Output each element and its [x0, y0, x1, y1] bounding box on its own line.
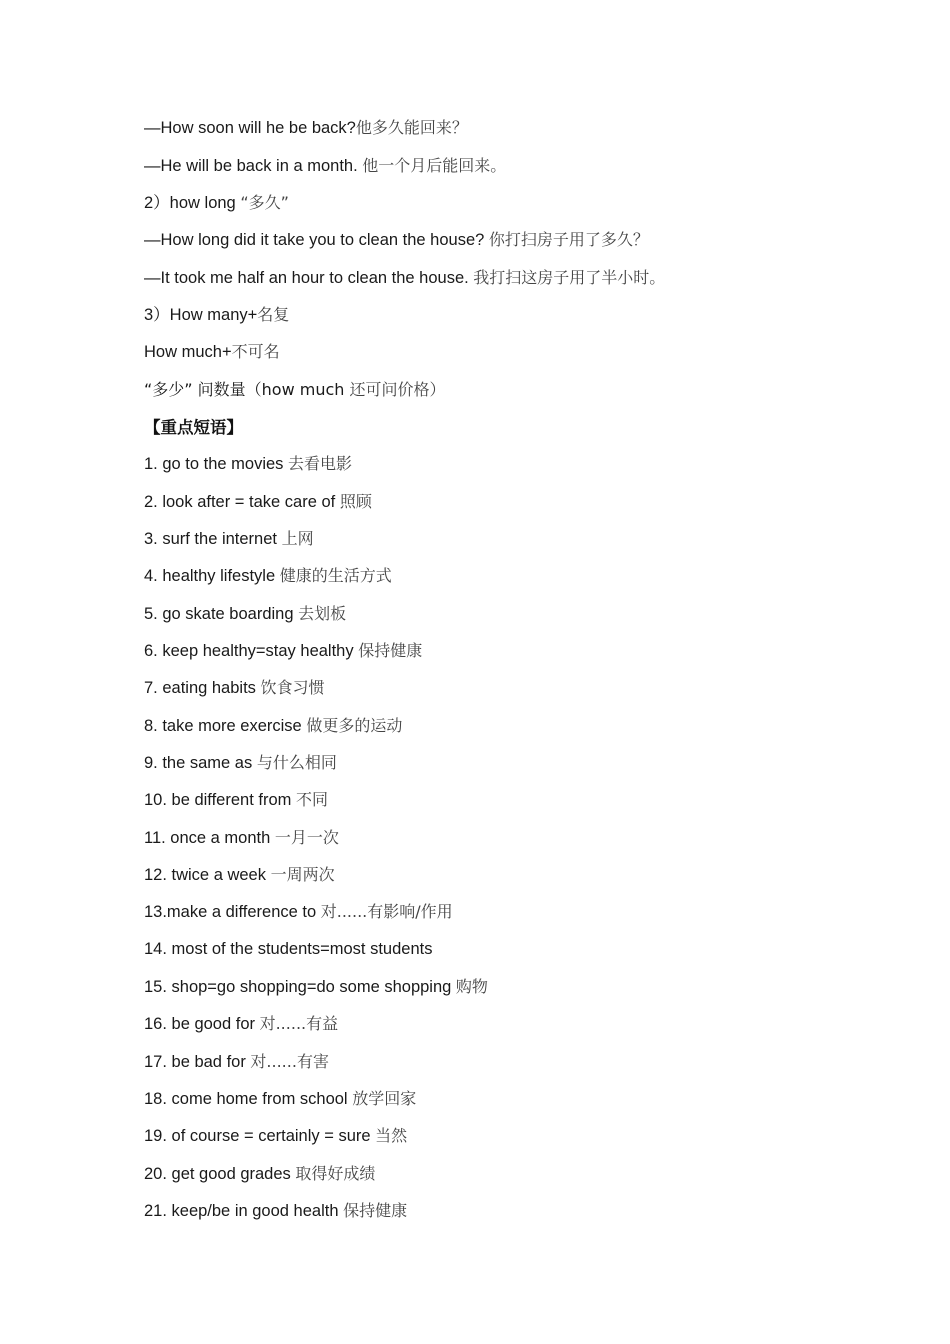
chinese-text: 保持健康 [358, 641, 423, 660]
chinese-text: 当然 [375, 1126, 408, 1145]
chinese-text: 购物 [455, 977, 488, 996]
english-text: 11. once a month [144, 829, 275, 847]
dialogue-line [144, 155, 506, 177]
chinese-text: 不同 [295, 790, 328, 809]
phrase-item [144, 752, 337, 774]
phrase-item [144, 864, 335, 886]
section-heading: 【重点短语】 [144, 419, 243, 437]
chinese-text: 去看电影 [288, 454, 353, 473]
english-text: —He will be back in a month. [144, 157, 363, 175]
phrase-item [144, 827, 339, 849]
chinese-text: 放学回家 [352, 1089, 417, 1108]
chinese-text: 保持健康 [343, 1201, 408, 1220]
chinese-text: 一月一次 [274, 828, 339, 847]
chinese-text: 对......有影响/作用 [320, 902, 453, 921]
english-text: 15. shop=go shopping=do some shopping [144, 978, 456, 996]
note-line [144, 341, 280, 363]
dialogue-line [144, 117, 468, 139]
phrase-item [144, 976, 488, 998]
phrase-item [144, 938, 432, 960]
chinese-text: 取得好成绩 [295, 1164, 376, 1183]
chinese-text: 名复 [257, 305, 290, 324]
english-text: 18. come home from school [144, 1090, 353, 1108]
english-text: 3. surf the internet [144, 530, 282, 548]
phrase-item [144, 453, 352, 475]
chinese-text: 他多久能回来？ [355, 118, 468, 137]
chinese-text: 饮食习惯 [260, 678, 325, 697]
english-text: 10. be different from [144, 791, 296, 809]
chinese-text: 做更多的运动 [306, 716, 403, 735]
phrase-item [144, 565, 392, 587]
english-text: 16. be good for [144, 1015, 260, 1033]
phrase-item [144, 1013, 338, 1035]
english-text: 4. healthy lifestyle [144, 567, 280, 585]
english-text: 5. go skate boarding [144, 605, 299, 623]
english-text: 13.make a difference to [144, 903, 321, 921]
english-text: 14. most of the students=most students [144, 940, 433, 958]
chinese-text: 一周两次 [270, 865, 335, 884]
phrase-item [144, 715, 402, 737]
chinese-text: 照顾 [339, 492, 372, 511]
english-text: 6. keep healthy=stay healthy [144, 642, 359, 660]
english-text: —It took me half an hour to clean the house. [144, 269, 474, 287]
chinese-text: 与什么相同 [256, 753, 337, 772]
english-text: 21. keep/be in good health [144, 1202, 344, 1220]
english-text: 19. of course = certainly = sure [144, 1127, 376, 1145]
phrase-item [144, 789, 328, 811]
english-text: —How long did it take you to clean the house? [144, 231, 489, 249]
chinese-text: “多久” [240, 193, 289, 212]
phrase-item [144, 1200, 407, 1222]
english-text: How much+ [144, 343, 232, 361]
phrase-item [144, 603, 346, 625]
english-text: 17. be bad for [144, 1053, 251, 1071]
phrase-item [144, 1088, 416, 1110]
chinese-text: 对......有益 [259, 1014, 339, 1033]
chinese-text: 不可名 [231, 342, 280, 361]
subsection-label [144, 304, 289, 326]
chinese-text: 去划板 [298, 604, 347, 623]
dialogue-line [144, 267, 665, 289]
english-text: —How soon will he be back? [144, 119, 356, 137]
chinese-text: 还可问价格） [349, 380, 446, 399]
phrase-item [144, 640, 422, 662]
english-text: 12. twice a week [144, 866, 271, 884]
english-text: 8. take more exercise [144, 717, 307, 735]
phrase-item [144, 1163, 375, 1185]
phrase-item [144, 1051, 329, 1073]
chinese-text: 你打扫房子用了多久？ [488, 230, 649, 249]
phrase-item [144, 528, 314, 550]
chinese-text: 他一个月后能回来。 [362, 156, 507, 175]
chinese-text: 上网 [281, 529, 314, 548]
english-text: 3）How many+ [144, 306, 258, 324]
english-text: 20. get good grades [144, 1165, 296, 1183]
english-text: 9. the same as [144, 754, 257, 772]
dialogue-line [144, 229, 649, 251]
english-text: 2）how long [144, 194, 241, 212]
english-text: 7. eating habits [144, 679, 261, 697]
chinese-text: 我打扫这房子用了半小时。 [473, 268, 666, 287]
phrase-item [144, 491, 372, 513]
english-text: 2. look after = take care of [144, 493, 340, 511]
phrase-item [144, 677, 325, 699]
chinese-text: 健康的生活方式 [279, 566, 392, 585]
note-line [144, 379, 446, 401]
phrase-item [144, 1125, 407, 1147]
english-text: “多少” 问数量（how much [144, 380, 350, 399]
english-text: 1. go to the movies [144, 455, 288, 473]
subsection-label [144, 192, 289, 214]
phrase-item [144, 901, 453, 923]
chinese-text: 对......有害 [250, 1052, 329, 1071]
